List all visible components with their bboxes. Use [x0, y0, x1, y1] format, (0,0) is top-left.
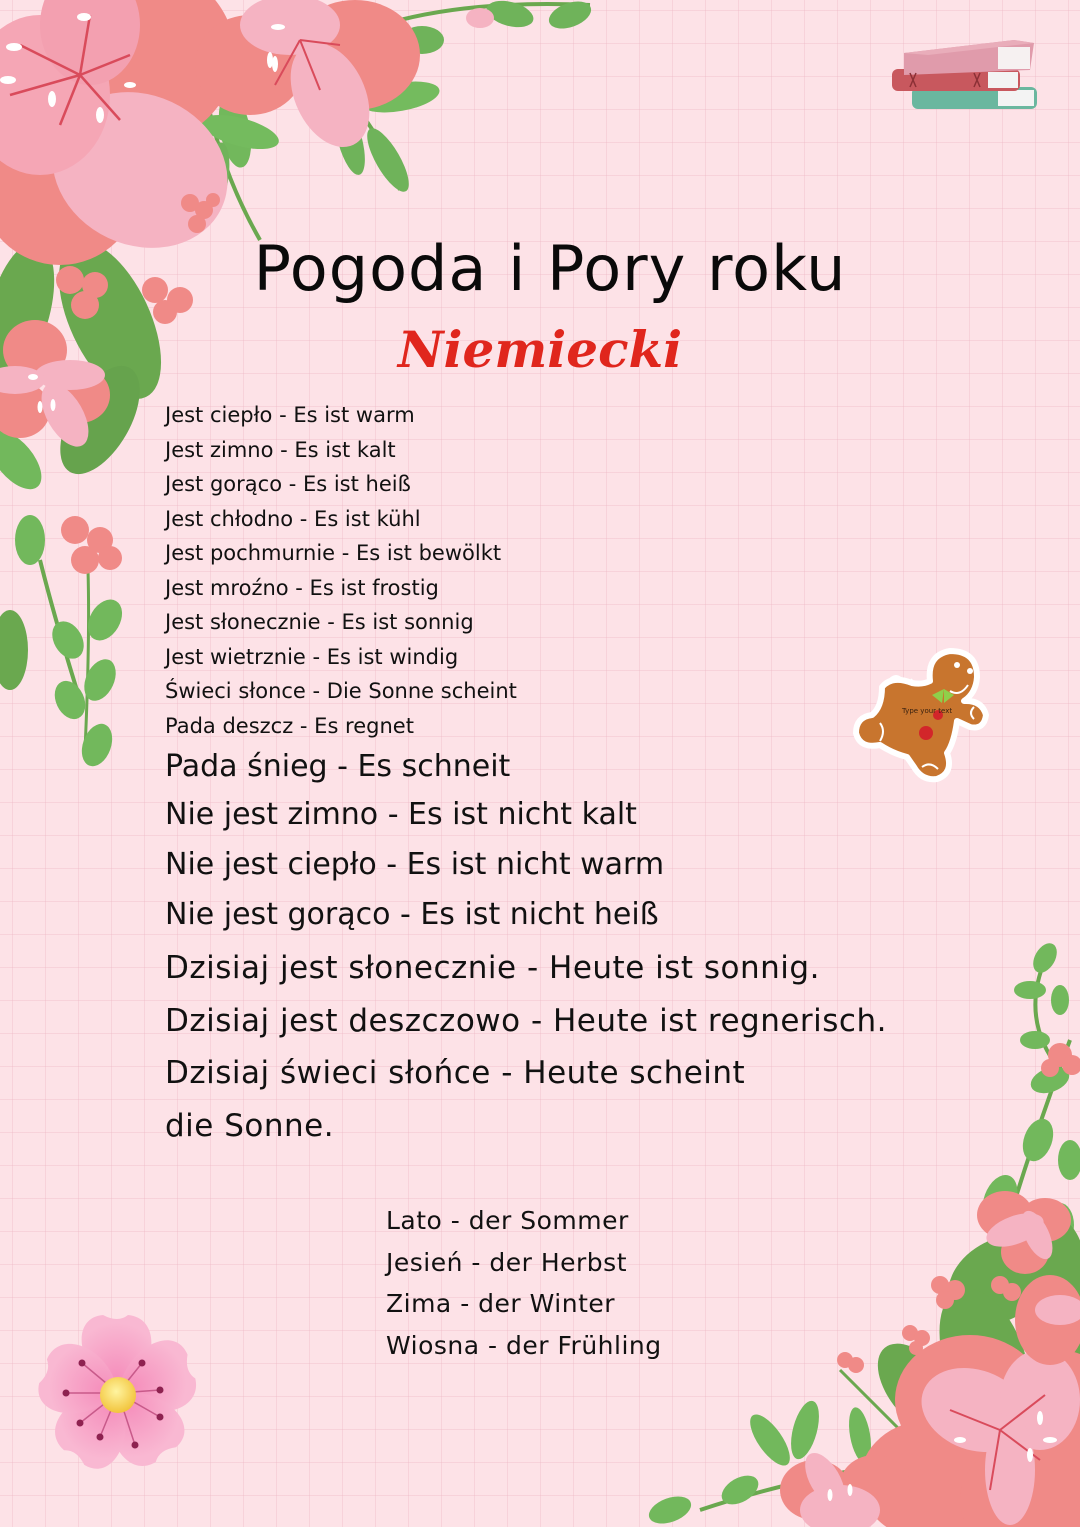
list-item: Jest zimno - Es ist kalt	[165, 437, 396, 462]
list-item: Dzisiaj świeci słońce - Heute scheint	[165, 1055, 746, 1091]
list-item: Jest pochmurnie - Es ist bewölkt	[165, 541, 502, 565]
list-item: die Sonne.	[165, 1107, 335, 1144]
list-item: Lato - der Sommer	[386, 1206, 629, 1235]
list-item: Świeci słonce - Die Sonne scheint	[165, 679, 517, 703]
page-subtitle: Niemiecki	[397, 320, 683, 379]
list-item: Jest mroźno - Es ist frostig	[165, 575, 439, 600]
gingerbread-man-icon	[852, 645, 992, 785]
list-item: Jest ciepło - Es ist warm	[165, 403, 415, 427]
gingerbread-label: Type your text	[902, 707, 953, 715]
phrase-list-negation	[165, 742, 664, 940]
cherry-blossom-icon	[30, 1305, 220, 1495]
list-item: Nie jest gorąco - Es ist nicht heiß	[165, 897, 659, 932]
list-item: Jest słonecznie - Es ist sonnig	[165, 610, 474, 634]
seasons-list	[386, 1200, 662, 1366]
list-item: Jesień - der Herbst	[386, 1247, 627, 1277]
list-item: Dzisiaj jest deszczowo - Heute ist regnerisch.	[165, 1002, 887, 1039]
list-item: Jest chłodno - Es ist kühl	[165, 506, 421, 531]
list-item: Jest gorąco - Es ist heiß	[165, 472, 411, 496]
list-item: Nie jest ciepło - Es ist nicht warm	[165, 847, 665, 882]
list-item: Wiosna - der Frühling	[386, 1330, 662, 1360]
list-item: Pada deszcz - Es regnet	[165, 713, 414, 738]
flower-corner-bottom-right-icon	[640, 940, 1080, 1527]
books-icon	[888, 35, 1038, 120]
list-item: Dzisiaj jest słonecznie - Heute ist sonnig.	[165, 950, 820, 986]
list-item: Jest wietrznie - Es ist windig	[165, 644, 459, 669]
list-item: Pada śnieg - Es schneit	[165, 749, 511, 784]
list-item: Nie jest zimno - Es ist nicht kalt	[165, 797, 637, 832]
phrase-list-basic	[165, 398, 517, 743]
page-title: Pogoda i Pory roku	[253, 232, 847, 305]
list-item: Zima - der Winter	[386, 1289, 616, 1318]
